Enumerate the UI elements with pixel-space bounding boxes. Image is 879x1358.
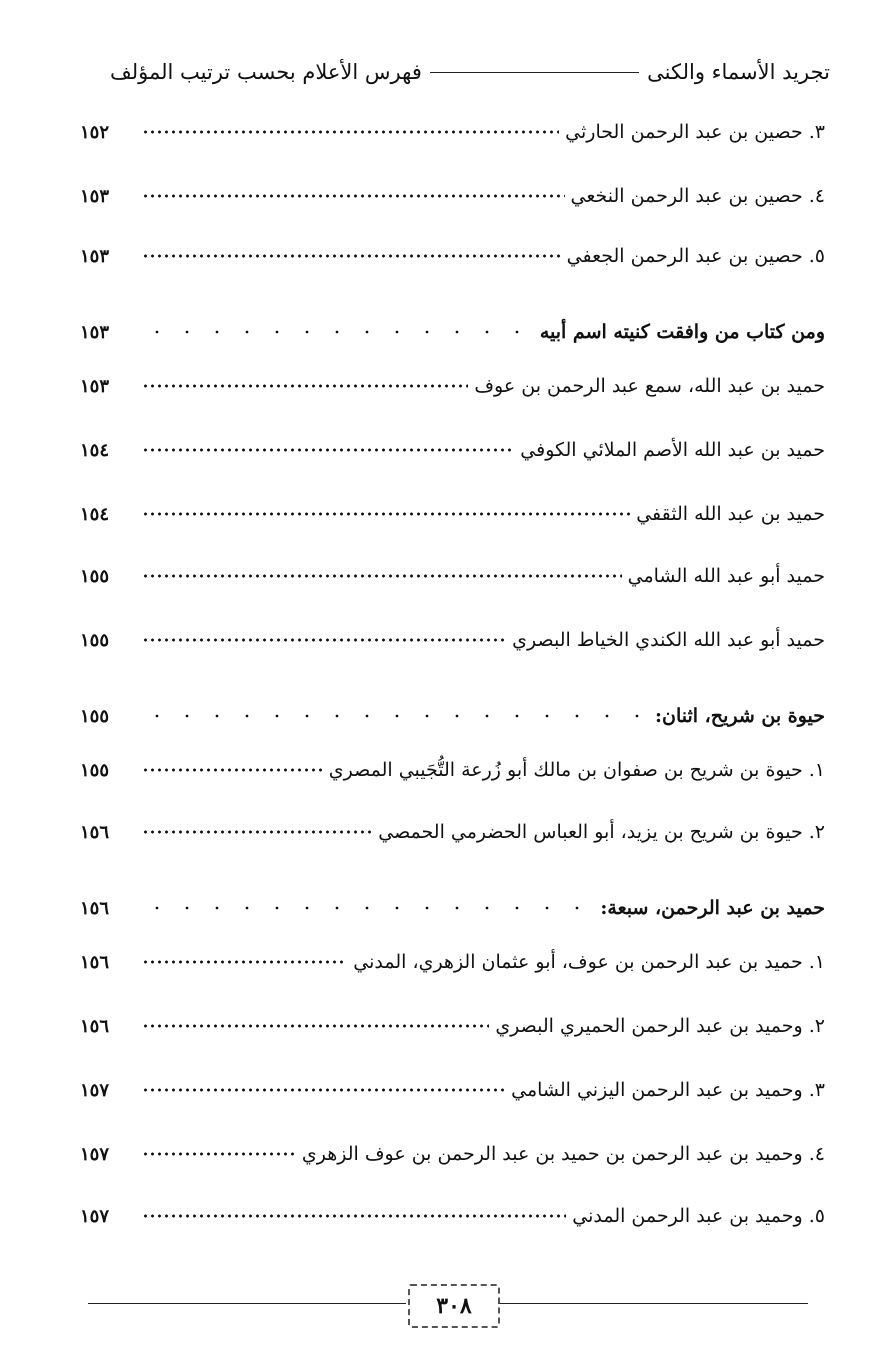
index-entry — [80, 1198, 825, 1234]
index-entry — [80, 558, 825, 594]
dot-leader — [142, 714, 649, 718]
entry-name: ٤. حصين بن عبد الرحمن النخعي — [570, 185, 825, 207]
entry-page: ١٥٥ — [80, 629, 110, 651]
entry-name: حميد بن عبد الله، سمع عبد الرحمن بن عوف — [474, 375, 825, 397]
entry-name: ١. حيوة بن شريح بن صفوان بن مالك أبو زُرعة التُّجَيبي المصري — [328, 759, 825, 781]
section-page: ١٥٥ — [80, 705, 110, 727]
index-entry — [80, 238, 825, 274]
dot-leader — [142, 1088, 505, 1092]
dot-leader — [142, 906, 594, 910]
dot-leader — [142, 1024, 489, 1028]
entry-page: ١٥٧ — [80, 1079, 110, 1101]
section-heading — [80, 698, 825, 734]
section-page: ١٥٦ — [80, 897, 110, 919]
dot-leader — [142, 448, 514, 452]
entry-name: ٢. وحميد بن عبد الرحمن الحميري البصري — [495, 1015, 825, 1037]
dot-leader — [142, 574, 622, 578]
footer-rule-right — [498, 1303, 808, 1304]
dot-leader — [142, 830, 372, 834]
entry-page: ١٥٢ — [80, 121, 110, 143]
entry-page: ١٥٦ — [80, 1015, 110, 1037]
index-entry — [80, 368, 825, 404]
dot-leader — [142, 638, 506, 642]
entry-page: ١٥٣ — [80, 185, 110, 207]
dot-leader — [142, 194, 565, 198]
dot-leader — [142, 1214, 566, 1218]
index-entry — [80, 622, 825, 658]
entry-name: حميد أبو عبد الله الشامي — [627, 565, 825, 587]
index-entry — [80, 944, 825, 980]
dot-leader — [142, 384, 468, 388]
entry-page: ١٥٥ — [80, 565, 110, 587]
entry-name: ٥. حصين بن عبد الرحمن الجعفي — [566, 245, 825, 267]
entry-page: ١٥٦ — [80, 951, 110, 973]
section-title: حيوة بن شريح، اثنان: — [655, 705, 825, 727]
section-page: ١٥٣ — [80, 321, 110, 343]
section-heading — [80, 314, 825, 350]
dot-leader — [142, 1152, 296, 1156]
entry-name: ٢. حيوة بن شريح بن يزيد، أبو العباس الحضرمي الحمصي — [378, 821, 825, 843]
dot-leader — [142, 330, 534, 334]
index-entry — [80, 496, 825, 532]
entry-name: ٣. حصين بن عبد الرحمن الحارثي — [565, 121, 825, 143]
index-entry — [80, 432, 825, 468]
entry-name: ٤. وحميد بن عبد الرحمن بن حميد بن عبد الرحمن بن عوف الزهري — [301, 1143, 825, 1165]
dot-leader — [142, 768, 323, 772]
index-entry — [80, 752, 825, 788]
entry-name: حميد بن عبد الله الأصم الملائي الكوفي — [520, 439, 825, 461]
entry-page: ١٥٣ — [80, 245, 110, 267]
entry-page: ١٥٣ — [80, 375, 110, 397]
entry-page: ١٥٧ — [80, 1143, 110, 1165]
header-book-title: تجريد الأسماء والكنى — [647, 60, 830, 84]
entry-name: حميد بن عبد الله الثقفي — [636, 503, 825, 525]
entry-page: ١٥٧ — [80, 1205, 110, 1227]
dot-leader — [142, 512, 630, 516]
entry-name: ١. حميد بن عبد الرحمن بن عوف، أبو عثمان الزهري، المدني — [353, 951, 825, 973]
index-entry — [80, 1072, 825, 1108]
dot-leader — [142, 254, 561, 258]
entry-page: ١٥٥ — [80, 759, 110, 781]
header-index-title: فهرس الأعلام بحسب ترتيب المؤلف — [110, 60, 422, 84]
entry-page: ١٥٤ — [80, 503, 110, 525]
dot-leader — [142, 960, 347, 964]
section-title: ومن كتاب من وافقت كنيته اسم أبيه — [539, 321, 825, 343]
index-entry — [80, 814, 825, 850]
index-entry — [80, 178, 825, 214]
entry-name: ٥. وحميد بن عبد الرحمن المدني — [572, 1205, 825, 1227]
dot-leader — [142, 130, 559, 134]
footer-rule-left — [88, 1303, 406, 1304]
index-entry — [80, 114, 825, 150]
entry-name: حميد أبو عبد الله الكندي الخياط البصري — [512, 629, 825, 651]
index-entry — [80, 1008, 825, 1044]
index-entry — [80, 1136, 825, 1172]
section-title: حميد بن عبد الرحمن، سبعة: — [600, 897, 825, 919]
page-number: ٣٠٨ — [408, 1284, 500, 1328]
entry-page: ١٥٤ — [80, 439, 110, 461]
entry-name: ٣. وحميد بن عبد الرحمن اليزني الشامي — [511, 1079, 825, 1101]
entry-page: ١٥٦ — [80, 821, 110, 843]
section-heading — [80, 890, 825, 926]
